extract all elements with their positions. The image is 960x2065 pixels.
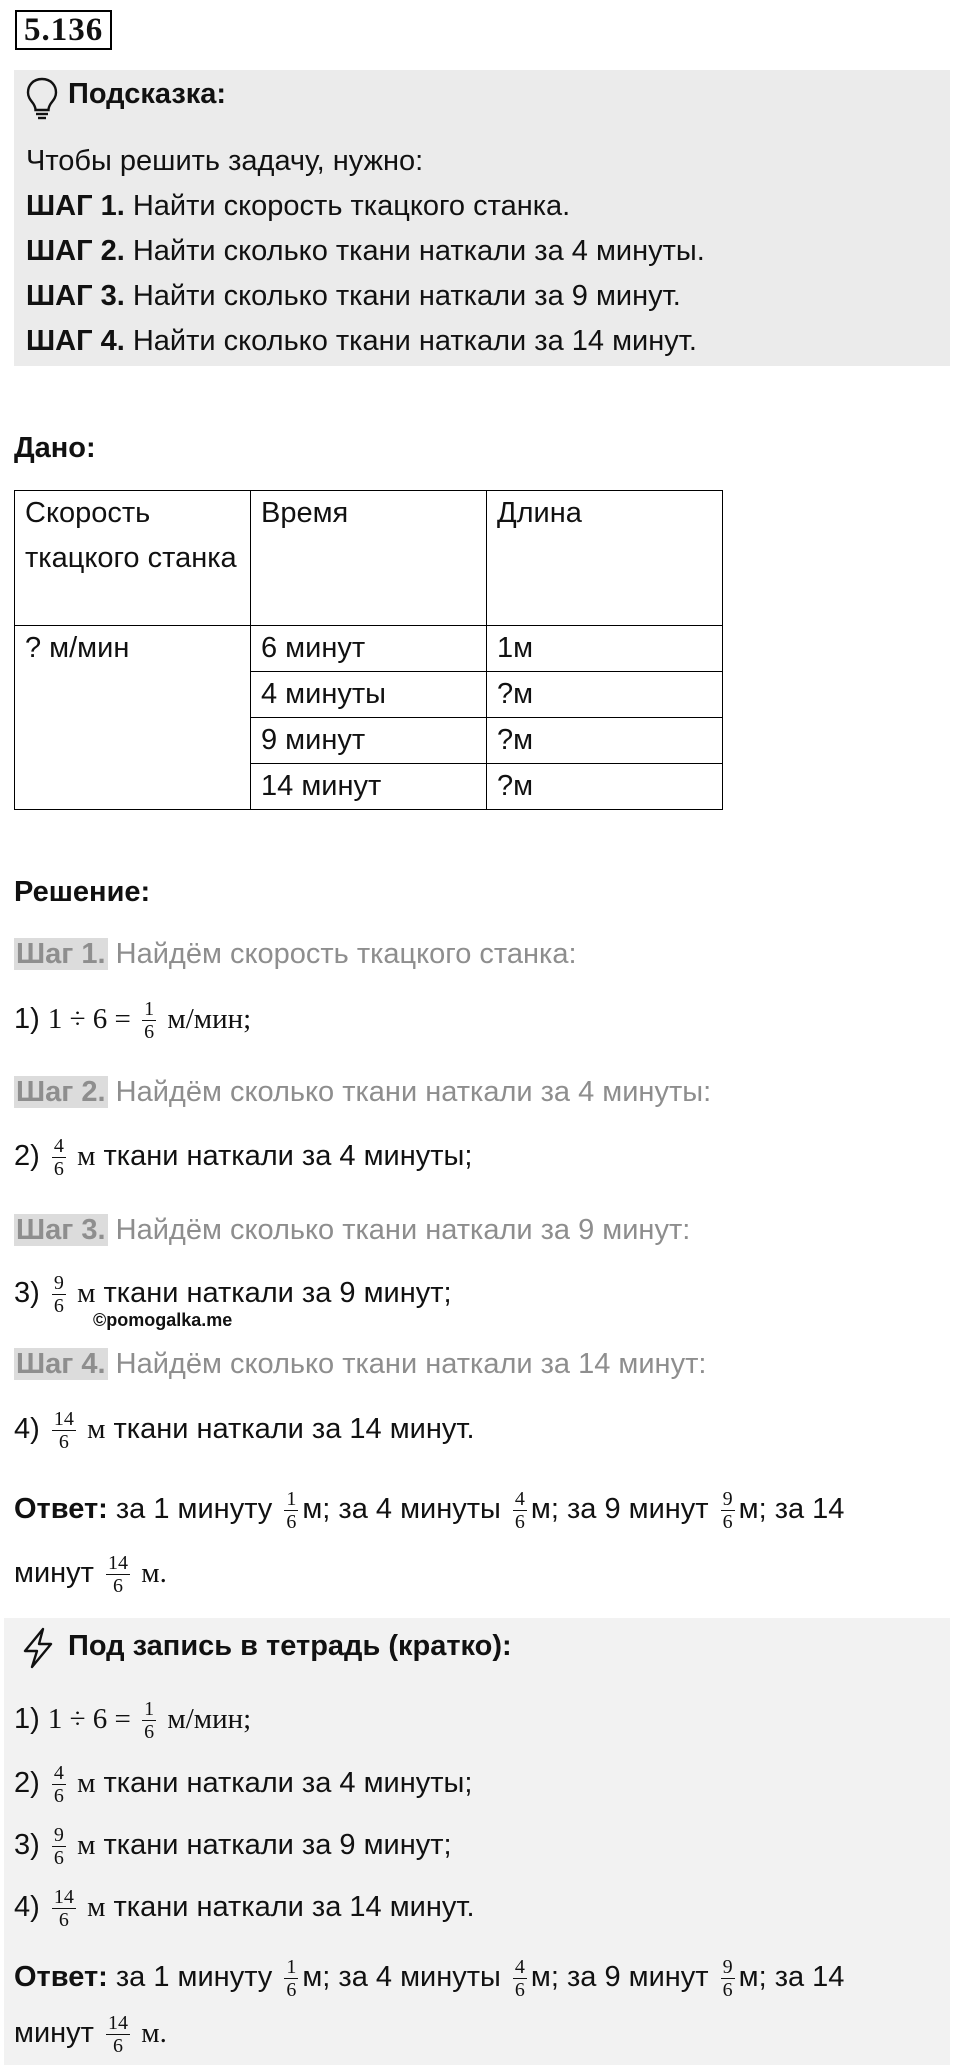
hint-step-3: ШАГ 3. Найти сколько ткани наткали за 9 минут. bbox=[26, 280, 681, 312]
solution-step-4-heading: Шаг 4. Найдём сколько ткани наткали за 14 минут: bbox=[16, 1348, 707, 1380]
hint-step-2: ШАГ 2. Найти сколько ткани наткали за 4 минуты. bbox=[26, 235, 705, 267]
length-cell: ?м bbox=[487, 718, 723, 764]
answer-line-cont: минут $\frac{14}{6}$ м. bbox=[14, 1552, 167, 1597]
notebook-answer-line: Ответ: за 1 минуту $\frac{1}{6}$ м; за 4 минуты $\frac{4}{6}$ м; за 9 минут $\frac{9}{6}$ м; за 14 bbox=[14, 1956, 845, 2001]
length-cell: ?м bbox=[487, 672, 723, 718]
notebook-line-4: 4) $\frac{14}{6}$ м ткани наткали за 14 минут. bbox=[14, 1886, 475, 1931]
hint-step-4: ШАГ 4. Найти сколько ткани наткали за 14 минут. bbox=[26, 325, 697, 357]
solution-step-1-heading: Шаг 1. Найдём скорость ткацкого станка: bbox=[16, 938, 577, 970]
task-number: 5.136 bbox=[15, 10, 112, 50]
lightbulb-icon bbox=[24, 76, 60, 120]
notebook-line-2: 2) $\frac{4}{6}$ м ткани наткали за 4 минуты; bbox=[14, 1762, 473, 1807]
answer-line: Ответ: за 1 минуту $\frac{1}{6}$ м; за 4 минуты $\frac{4}{6}$ м; за 9 минут $\frac{9}{6}$ м; за 14 bbox=[14, 1488, 845, 1533]
solution-line-4: 4) $\frac{14}{6}$ м ткани наткали за 14 минут. bbox=[14, 1408, 475, 1453]
time-cell: 6 минут bbox=[251, 626, 487, 672]
time-cell: 4 минуты bbox=[251, 672, 487, 718]
given-title: Дано: bbox=[14, 432, 96, 464]
given-table bbox=[14, 490, 723, 810]
notebook-line-3: 3) $\frac{9}{6}$ м ткани наткали за 9 минут; bbox=[14, 1824, 452, 1869]
notebook-title: Под запись в тетрадь (кратко): bbox=[68, 1630, 512, 1662]
time-cell: 9 минут bbox=[251, 718, 487, 764]
notebook-line-1: 1) 1 ÷ 6 = $\frac{1}{6}$ м/мин; bbox=[14, 1698, 252, 1743]
length-cell: 1м bbox=[487, 626, 723, 672]
speed-cell: ? м/мин bbox=[15, 626, 251, 810]
hint-step-1: ШАГ 1. Найти скорость ткацкого станка. bbox=[26, 190, 571, 222]
solution-line-2: 2) $\frac{4}{6}$ м ткани наткали за 4 минуты; bbox=[14, 1135, 473, 1180]
watermark: ©pomogalka.me bbox=[93, 1310, 233, 1330]
hint-intro: Чтобы решить задачу, нужно: bbox=[26, 145, 424, 177]
solution-step-2-heading: Шаг 2. Найдём сколько ткани наткали за 4 минуты: bbox=[16, 1076, 712, 1108]
solution-step-3-heading: Шаг 3. Найдём сколько ткани наткали за 9 минут: bbox=[16, 1214, 691, 1246]
header-time: Время bbox=[251, 491, 487, 626]
header-length: Длина bbox=[487, 491, 723, 626]
length-cell: ?м bbox=[487, 764, 723, 810]
solution-title: Решение: bbox=[14, 876, 151, 908]
solution-line-1: 1) 1 ÷ 6 = $\frac{1}{6}$ м/мин; bbox=[14, 998, 252, 1043]
solution-line-3: 3) $\frac{9}{6}$ м ткани наткали за 9 минут; bbox=[14, 1272, 452, 1317]
time-cell: 14 минут bbox=[251, 764, 487, 810]
header-speed: Скорость ткацкого станка bbox=[15, 491, 251, 626]
lightning-icon bbox=[18, 1626, 58, 1670]
hint-title: Подсказка: bbox=[68, 78, 227, 110]
notebook-answer-cont: минут $\frac{14}{6}$ м. bbox=[14, 2012, 167, 2057]
